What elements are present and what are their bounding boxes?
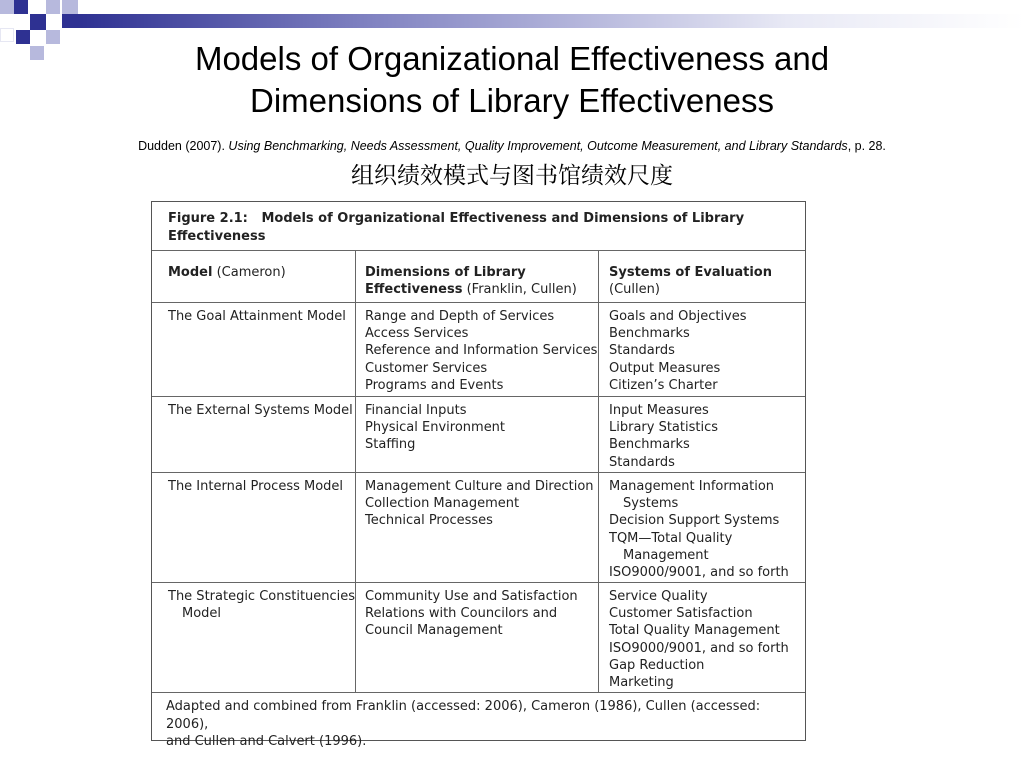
cell-line: Management — [623, 547, 709, 563]
column-rule — [598, 250, 599, 692]
decor-square — [0, 0, 14, 14]
systems-cell — [609, 402, 718, 471]
cell-line: Systems — [623, 496, 679, 512]
cell-line: Programs and Events — [365, 377, 504, 393]
header-systems-rest: (Cullen) — [609, 282, 660, 298]
cell-line: Library Statistics — [609, 420, 719, 436]
cell-line: Relations with Councilors and — [365, 606, 558, 622]
table-rule — [152, 472, 805, 473]
cell-line: Goals and Objectives — [609, 309, 747, 324]
table-rule — [152, 250, 805, 251]
footer-line-1: Adapted and combined from Franklin (accessed: 2006), Cameron (1986), Cullen (accessed: 2006), — [166, 699, 761, 732]
dimensions-cell — [365, 478, 594, 530]
cell-line: Marketing — [609, 675, 674, 691]
model-cell — [168, 402, 353, 419]
cell-line: Output Measures — [609, 360, 721, 376]
cell-line: Technical Processes — [365, 513, 493, 529]
cell-line: Council Management — [365, 623, 503, 639]
figure-caption — [168, 210, 788, 246]
cell-line: Management Culture and Direction — [365, 479, 594, 494]
cell-line: Customer Services — [365, 360, 488, 376]
cell-line: The Internal Process Model — [168, 479, 344, 494]
header-model — [168, 264, 286, 281]
cell-line: Management Information — [609, 479, 775, 494]
cell-line: Reference and Information Services — [365, 343, 598, 359]
header-systems-bold: Systems of Evaluation — [609, 265, 772, 280]
cell-line: The External Systems Model — [168, 403, 353, 418]
cell-line: ISO9000/9001, and so forth — [609, 640, 789, 656]
cell-line: Customer Satisfaction — [609, 606, 753, 622]
cell-line: Citizen’s Charter — [609, 377, 718, 393]
cell-line: Physical Environment — [365, 420, 506, 436]
slide-title — [120, 38, 904, 122]
systems-cell — [609, 478, 789, 581]
figure-caption-line-1: Figure 2.1: Models of Organizational Effectiveness and Dimensions of Library — [168, 211, 745, 226]
decor-square — [62, 0, 78, 14]
decor-square — [30, 46, 44, 60]
cell-line: Gap Reduction — [609, 657, 705, 673]
cell-line: Access Services — [365, 326, 469, 342]
cell-line: Decision Support Systems — [609, 513, 780, 529]
cell-line: Community Use and Satisfaction — [365, 589, 578, 604]
decor-square — [62, 14, 78, 28]
header-dimensions-bold-2: Effectiveness — [365, 282, 463, 298]
cell-line: Input Measures — [609, 403, 709, 418]
column-rule — [355, 250, 356, 692]
cell-line: The Goal Attainment Model — [168, 309, 346, 324]
citation — [20, 138, 1004, 154]
decor-square — [46, 30, 60, 44]
cell-line: Financial Inputs — [365, 403, 467, 418]
cell-line: Model — [182, 606, 222, 622]
model-cell — [168, 478, 343, 495]
cell-line: Standards — [609, 343, 675, 359]
systems-cell — [609, 588, 789, 691]
header-model-bold: Model — [168, 265, 213, 280]
figure-table — [151, 201, 806, 749]
header-dimensions-bold-1: Dimensions of Library — [365, 265, 526, 280]
header-model-rest: (Cameron) — [212, 265, 286, 280]
header-dimensions — [365, 264, 577, 298]
title-line-2: Dimensions of Library Effectiveness — [250, 82, 774, 119]
dimensions-cell — [365, 308, 597, 394]
chinese-subtitle: 组织绩效模式与图书馆绩效尺度 — [351, 163, 673, 189]
table-rule — [152, 396, 805, 397]
cell-line: Benchmarks — [609, 437, 690, 453]
citation-suffix: , p. 28. — [847, 139, 886, 153]
cell-line: Range and Depth of Services — [365, 309, 555, 324]
decor-square — [46, 0, 60, 14]
cell-line: TQM—Total Quality — [609, 530, 733, 546]
header-systems — [609, 264, 772, 298]
header-dimensions-rest: (Franklin, Cullen) — [462, 282, 577, 298]
decor-gradient-bar — [78, 14, 1024, 28]
title-line-1: Models of Organizational Effectiveness and — [194, 40, 830, 77]
cell-line: Standards — [609, 454, 675, 470]
citation-prefix: Dudden (2007). — [138, 139, 229, 153]
table-rule — [152, 582, 805, 583]
cell-line: Collection Management — [365, 496, 520, 512]
cell-line: The Strategic Constituencies — [168, 589, 356, 604]
cell-line: Total Quality Management — [609, 623, 780, 639]
dimensions-cell — [365, 588, 578, 640]
decor-square — [14, 0, 28, 14]
cell-line: Staffing — [365, 437, 416, 453]
table-rule — [152, 692, 805, 693]
systems-cell — [609, 308, 747, 394]
figure-footer — [166, 698, 796, 751]
dimensions-cell — [365, 402, 505, 454]
figure-caption-line-2: Effectiveness — [168, 229, 266, 244]
citation-book-title: Using Benchmarking, Needs Assessment, Quality Improvement, Outcome Measurement, and Library Standards — [228, 139, 848, 153]
cell-line: Service Quality — [609, 589, 708, 604]
decor-square — [0, 28, 14, 42]
footer-line-2: and Cullen and Calvert (1996). — [166, 734, 367, 749]
table-rule — [152, 302, 805, 303]
cell-line: ISO9000/9001, and so forth — [609, 565, 789, 581]
decor-square — [30, 14, 46, 30]
cell-line: Benchmarks — [609, 326, 690, 342]
decor-square — [16, 30, 30, 44]
model-cell — [168, 308, 346, 325]
model-cell — [168, 588, 355, 622]
